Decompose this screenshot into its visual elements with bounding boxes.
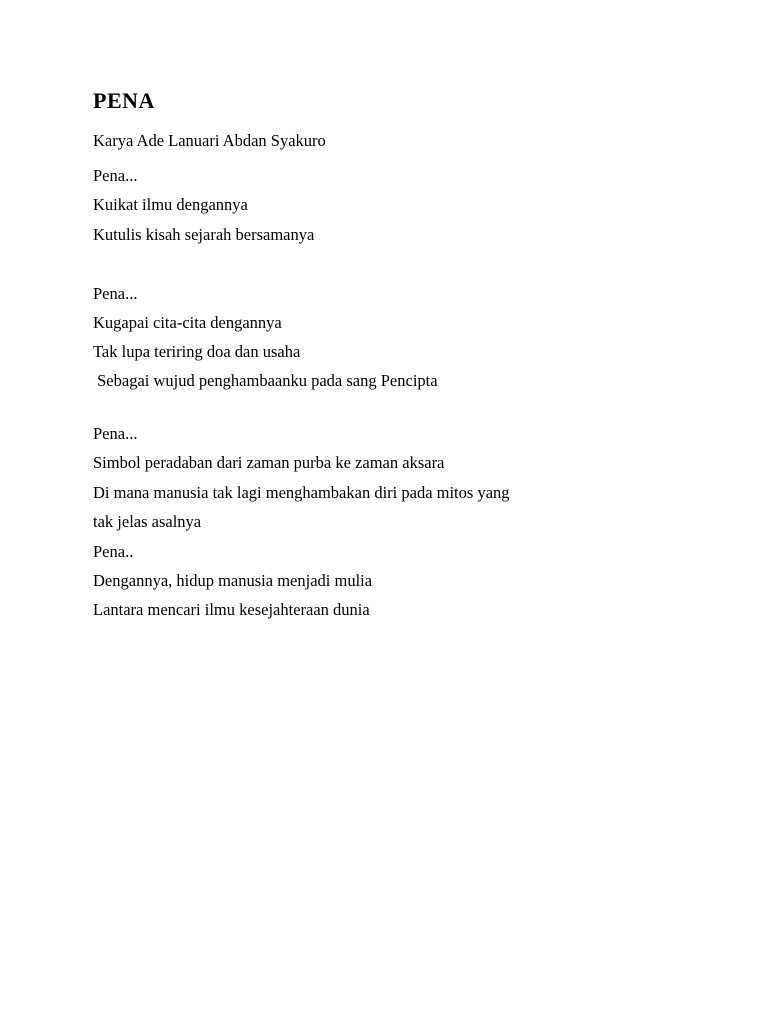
poem-line: Di mana manusia tak lagi menghambakan diri pada mitos yang	[93, 483, 510, 502]
poem-line: Pena...	[93, 424, 138, 443]
poem-line: Lantara mencari ilmu kesejahteraan dunia	[93, 600, 370, 619]
poem-line: Tak lupa teriring doa dan usaha	[93, 342, 301, 361]
poem-line: Kugapai cita-cita dengannya	[93, 313, 282, 332]
poem-line: Pena...	[93, 166, 138, 185]
poem-line: Pena...	[93, 284, 138, 303]
poem-line: Sebagai wujud penghambaanku pada sang Pencipta	[93, 371, 438, 390]
poem-line: Dengannya, hidup manusia menjadi mulia	[93, 571, 373, 590]
poem-title: PENA	[93, 88, 155, 113]
poem-author: Karya Ade Lanuari Abdan Syakuro	[93, 131, 326, 150]
poem-line: Simbol peradaban dari zaman purba ke zaman aksara	[93, 453, 445, 472]
poem-line: Pena..	[93, 542, 134, 561]
poem-line: Kutulis kisah sejarah bersamanya	[93, 225, 315, 244]
poem-line: tak jelas asalnya	[93, 512, 202, 531]
poem-line: Kuikat ilmu dengannya	[93, 195, 248, 214]
